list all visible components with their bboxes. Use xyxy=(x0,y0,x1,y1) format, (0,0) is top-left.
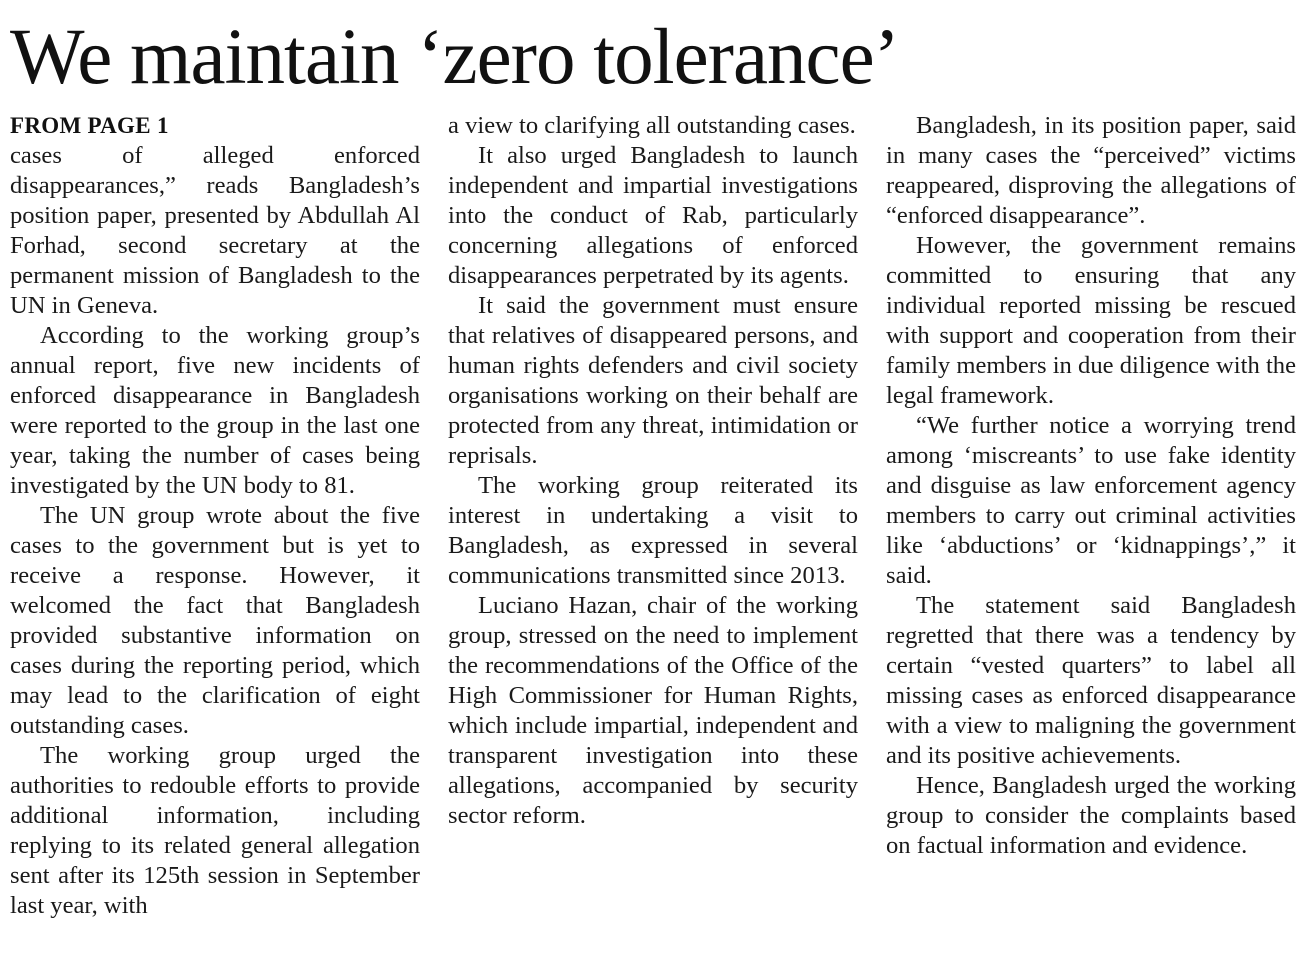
paragraph: Luciano Hazan, chair of the working group, stressed on the need to implement the recommendations of the Office of the High Commissioner for Human Rights, which include impartial, independent and transparent investigation into these allegations, accompanied by security sector reform. xyxy=(448,592,858,829)
paragraph: a view to clarifying all outstanding cases. xyxy=(448,112,856,139)
paragraph: The statement said Bangladesh regretted that there was a tendency by certain “vested quarters” to label all missing cases as enforced disappearance with a view to maligning the government and its positive achievements. xyxy=(886,592,1296,769)
paragraph: cases of alleged enforced disappearances,” reads Bangladesh’s position paper, presented by Abdullah Al Forhad, second secretary at the permanent mission of Bangladesh to the UN in Geneva. xyxy=(10,142,420,319)
paragraph: It said the government must ensure that relatives of disappeared persons, and human rights defenders and civil society organisations working on their behalf are protected from any threat, intimidation or reprisals. xyxy=(448,292,858,469)
paragraph: Hence, Bangladesh urged the working group to consider the complaints based on factual information and evidence. xyxy=(886,772,1296,859)
article-column-3 xyxy=(886,111,1296,861)
paragraph: The working group urged the authorities to redouble efforts to provide additional information, including replying to its related general allegation sent after its 125th session in September last year, with xyxy=(10,742,420,919)
paragraph: “We further notice a worrying trend among ‘miscreants’ to use fake identity and disguise as law enforcement agency members to carry out criminal activities like ‘abductions’ or ‘kidnappings’,” it said. xyxy=(886,412,1296,589)
article-column-1 xyxy=(10,111,420,921)
paragraph: Bangladesh, in its position paper, said in many cases the “perceived” victims reappeared, disproving the allegations of “enforced disappearance”. xyxy=(886,112,1296,229)
kicker-from-page-1: FROM PAGE 1 xyxy=(10,113,169,138)
paragraph: The working group reiterated its interest in undertaking a visit to Bangladesh, as expressed in several communications transmitted since 2013. xyxy=(448,472,858,589)
headline: We maintain ‘zero tolerance’ xyxy=(10,14,899,101)
paragraph: The UN group wrote about the five cases to the government but is yet to receive a response. However, it welcomed the fact that Bangladesh provided substantive information on cases during the reporting period, which may lead to the clarification of eight outstanding cases. xyxy=(10,502,420,739)
paragraph: It also urged Bangladesh to launch independent and impartial investigations into the conduct of Rab, particularly concerning allegations of enforced disappearances perpetrated by its agents. xyxy=(448,142,858,289)
paragraph: However, the government remains committed to ensuring that any individual reported missing be rescued with support and cooperation from their family members in due diligence with the legal framework. xyxy=(886,232,1296,409)
article-column-2 xyxy=(448,111,858,831)
paragraph: According to the working group’s annual report, five new incidents of enforced disappearance in Bangladesh were reported to the group in the last one year, taking the number of cases being investigated by the UN body to 81. xyxy=(10,322,420,499)
